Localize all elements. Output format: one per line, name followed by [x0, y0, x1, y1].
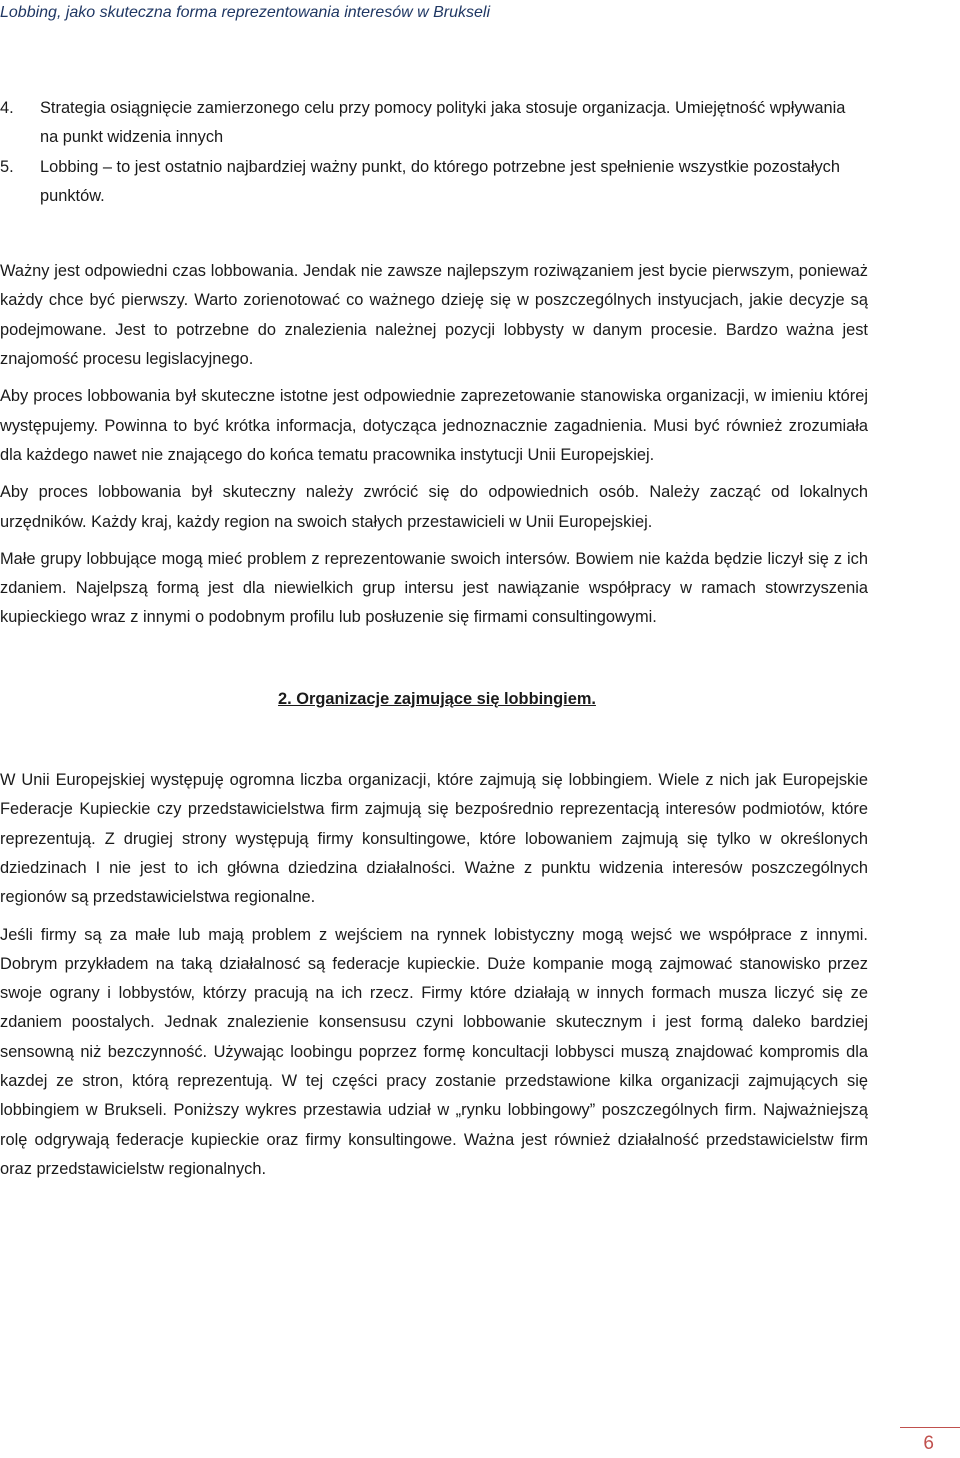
- list-item: [0, 94, 868, 153]
- section-heading: 2. Organizacje zajmujące się lobbingiem.: [278, 689, 596, 708]
- paragraph: Ważny jest odpowiedni czas lobbowania. Jendak nie zawsze najlepszym roziwązaniem jest bycie pierwszym, ponieważ każdy chce być pierwszy. Warto zorienotować co ważnego dzieję się w poszczególnych instyucjach, jakie decyzje są podejmowane. Jest to potrzebne do znalezienia należnej pozycji lobbysty w danym procesie. Bardzo ważna jest znajomość procesu legislacyjnego.: [0, 262, 868, 369]
- paragraph: Aby proces lobbowania był skuteczne istotne jest odpowiednie zaprezetowanie stanowiska organizacji, w imieniu której występujemy. Powinna to być krótka informacja, dotycząca jednoznacznie zagadnienia. Musi być również zrozumiała dla każdego nawet nie znającego do końca tematu pracownika instytucji Unii Europejskiej.: [0, 387, 868, 464]
- paragraph: Jeśli firmy są za małe lub mają problem z wejściem na rynnek lobistyczny mogą wejsć we współprace z innymi. Dobrym przykładem na taką działalnosć są federacje kupieckie. Duże kompanie mogą zajmować stanowisko przez swoje ograny i lobbystów, którzy pracują na ich rzecz. Firmy które działają w innych formach musza liczyć się ze zdaniem poostalych. Jednak znalezienie konsensusu czyni lobbowanie skutecznym i jest formą daleko bardziej sensowną niż bezczynność. Używając loobingu poprzez formę koncultacji lobbysci muszą znajdować kompromis dla kazdej ze stron, którą reprezentują. W tej części pracy zostanie przedstawione kilka organizacji zajmujących się lobbingiem w Brukseli. Poniższy wykres przestawia udział w „rynku lobbingowy” poszczególnych firm. Najważniejszą rolę odgrywają federacje kupieckie oraz firmy konsultingowe. Ważna jest również działalność przedstawicielstw firm oraz przedstawicielstw regionalnych.: [0, 925, 868, 1178]
- paragraph: Aby proces lobbowania był skuteczny należy zwrócić się do odpowiednich osób. Należy zacząć od lokalnych urzędników. Każdy kraj, każdy region na swoich stałych przestawicieli w Unii Europejskiej.: [0, 483, 868, 531]
- running-header: Lobbing, jako skuteczna forma reprezentowania interesów w Brukseli: [0, 4, 491, 21]
- paragraph: W Unii Europejskiej występuję ogromna liczba organizacji, które zajmują się lobbingiem. Wiele z nich jak Europejskie Federacje Kupieckie czy przedstawicielstwa firm zajmują się bezpośrednio reprezentacją interesów podmiotów, które reprezentują. Z drugiej strony występują firmy konsultingowe, które lobowaniem zajmują się tylko w określonych dziedzinach I nie jest to ich główna dziedzina działalności. Ważne z punktu widzenia interesów poszczególnych regionów są przedstawicielstwa regionalne.: [0, 771, 868, 907]
- list-text: Strategia osiągnięcie zamierzonego celu przy pomocy polityki jaka stosuje organizacja. Umiejętność wpływania na punkt widzenia innych: [40, 99, 846, 147]
- footer-divider: [900, 1427, 960, 1428]
- list-number: 5.: [0, 157, 14, 176]
- list-text: Lobbing – to jest ostatnio najbardziej ważny punkt, do którego potrzebne jest spełnienie wszystkie pozostałych punktów.: [40, 157, 840, 205]
- page-number: 6: [923, 1433, 934, 1454]
- page-content: [0, 94, 868, 1192]
- paragraph: Małe grupy lobbujące mogą mieć problem z reprezentowanie swoich intersów. Bowiem nie każda będzie liczył się z ich zdaniem. Najelpszą formą jest dla niewielkich grup intersu jest nawiązanie współpracy w ramach stowrzyszenia kupieckiego wraz z innymi o podobnym profilu lub posłuzenie się firmami consultingowymi.: [0, 549, 868, 627]
- list-number: 4.: [0, 99, 14, 117]
- list-item: [0, 153, 868, 212]
